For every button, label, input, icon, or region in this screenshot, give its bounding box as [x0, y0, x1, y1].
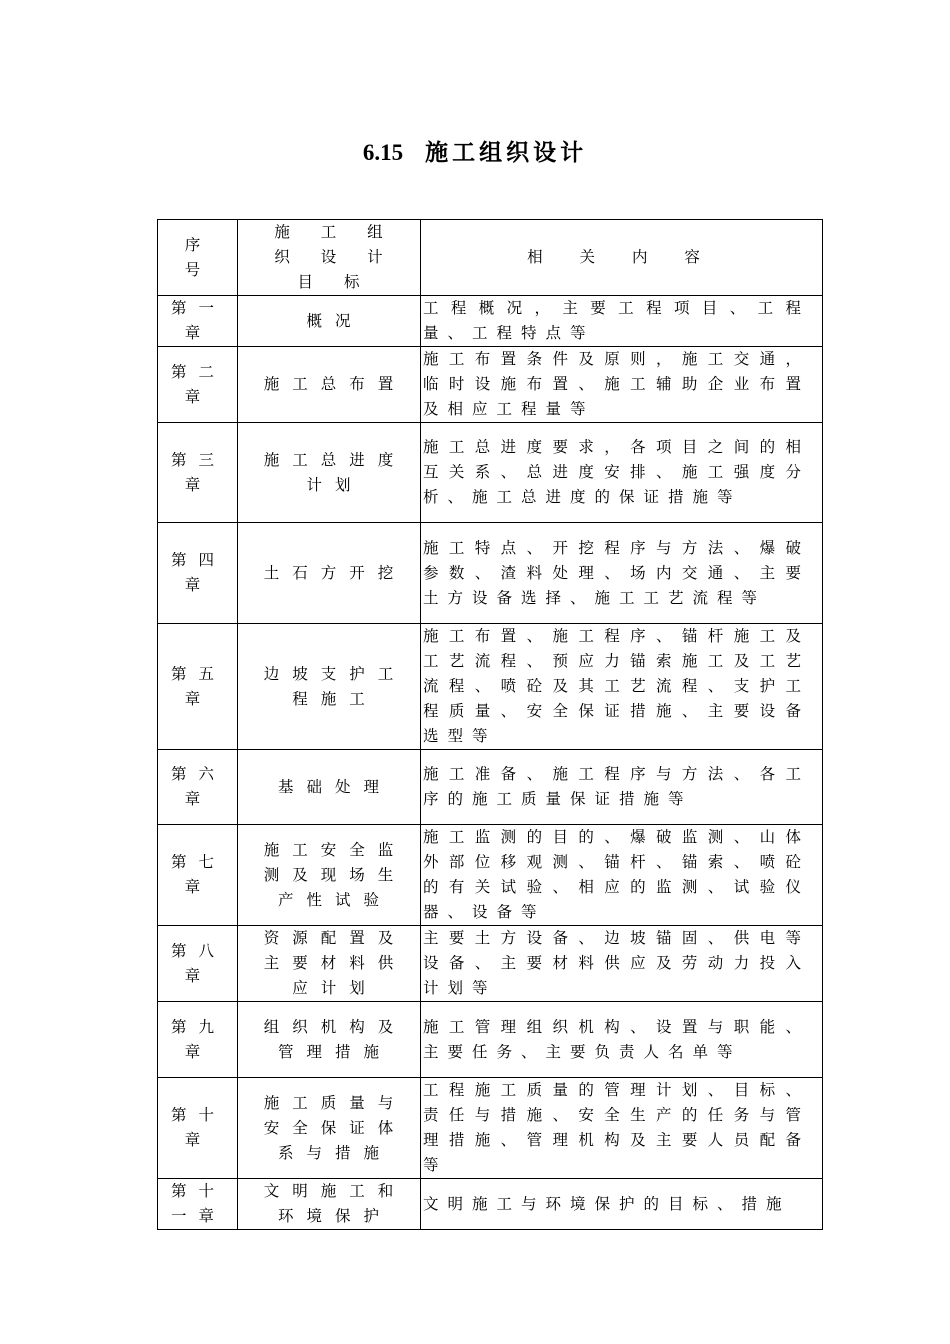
table-row — [158, 296, 823, 347]
row-goal: 基础处理 — [238, 750, 421, 825]
row-content: 文明施工与环境保护的目标、措施 — [421, 1179, 823, 1230]
page-title — [0, 134, 950, 167]
table-row — [158, 750, 823, 825]
row-seq: 第九章 — [158, 1002, 238, 1078]
row-seq: 第十一章 — [158, 1179, 238, 1230]
row-content: 主要土方设备、边坡锚固、供电等设备、主要材料供应及劳动力投入计划等 — [421, 926, 823, 1002]
row-seq: 第四章 — [158, 523, 238, 624]
table-row — [158, 347, 823, 423]
table-header-row — [158, 220, 823, 296]
row-goal: 施工质量与安全保证体系与措施 — [238, 1078, 421, 1179]
section-title: 施工组织设计 — [425, 139, 588, 166]
row-goal: 组织机构及管理措施 — [238, 1002, 421, 1078]
row-goal: 施工总进度计划 — [238, 423, 421, 523]
row-seq: 第三章 — [158, 423, 238, 523]
row-content: 工程施工质量的管理计划、目标、责任与措施、安全生产的任务与管理措施、管理机构及主要人员配备等 — [421, 1078, 823, 1179]
table-row — [158, 624, 823, 750]
table-row — [158, 825, 823, 926]
table-row — [158, 926, 823, 1002]
table-row — [158, 423, 823, 523]
section-number: 6.15 — [362, 140, 404, 165]
row-goal: 概况 — [238, 296, 421, 347]
header-content: 相 关 内 容 — [421, 220, 823, 296]
row-seq: 第五章 — [158, 624, 238, 750]
row-content: 施工总进度要求，各项目之间的相互关系、总进度安排、施工强度分析、施工总进度的保证措施等 — [421, 423, 823, 523]
row-content: 工程概况，主要工程项目、工程量、工程特点等 — [421, 296, 823, 347]
row-goal: 施工安全监测及现场生产性试验 — [238, 825, 421, 926]
header-goal: 施 工 组 织 设 计 目 标 — [238, 220, 421, 296]
row-content: 施工布置、施工程序、锚杆施工及工艺流程、预应力锚索施工及工艺流程、喷砼及其工艺流程、支护工程质量、安全保证措施、主要设备选型等 — [421, 624, 823, 750]
row-content: 施工监测的目的、爆破监测、山体外部位移观测、锚杆、锚索、喷砼的有关试验、相应的监测、试验仪器、设备等 — [421, 825, 823, 926]
construction-plan-table — [157, 219, 823, 1230]
table-row — [158, 1002, 823, 1078]
row-content: 施工准备、施工程序与方法、各工序的施工质量保证措施等 — [421, 750, 823, 825]
table-row — [158, 1078, 823, 1179]
row-content: 施工特点、开挖程序与方法、爆破参数、渣料处理、场内交通、主要土方设备选择、施工工艺流程等 — [421, 523, 823, 624]
row-goal: 施工总布置 — [238, 347, 421, 423]
row-goal: 文明施工和环境保护 — [238, 1179, 421, 1230]
row-seq: 第六章 — [158, 750, 238, 825]
table-row — [158, 523, 823, 624]
header-seq: 序 号 — [158, 220, 238, 296]
row-goal: 资源配置及主要材料供应计划 — [238, 926, 421, 1002]
row-content: 施工管理组织机构、设置与职能、主要任务、主要负责人名单等 — [421, 1002, 823, 1078]
row-seq: 第八章 — [158, 926, 238, 1002]
row-content: 施工布置条件及原则，施工交通，临时设施布置、施工辅助企业布置及相应工程量等 — [421, 347, 823, 423]
table-row — [158, 1179, 823, 1230]
row-seq: 第十章 — [158, 1078, 238, 1179]
row-seq: 第二章 — [158, 347, 238, 423]
row-seq: 第七章 — [158, 825, 238, 926]
row-goal: 土石方开挖 — [238, 523, 421, 624]
row-seq: 第一章 — [158, 296, 238, 347]
row-goal: 边坡支护工程施工 — [238, 624, 421, 750]
